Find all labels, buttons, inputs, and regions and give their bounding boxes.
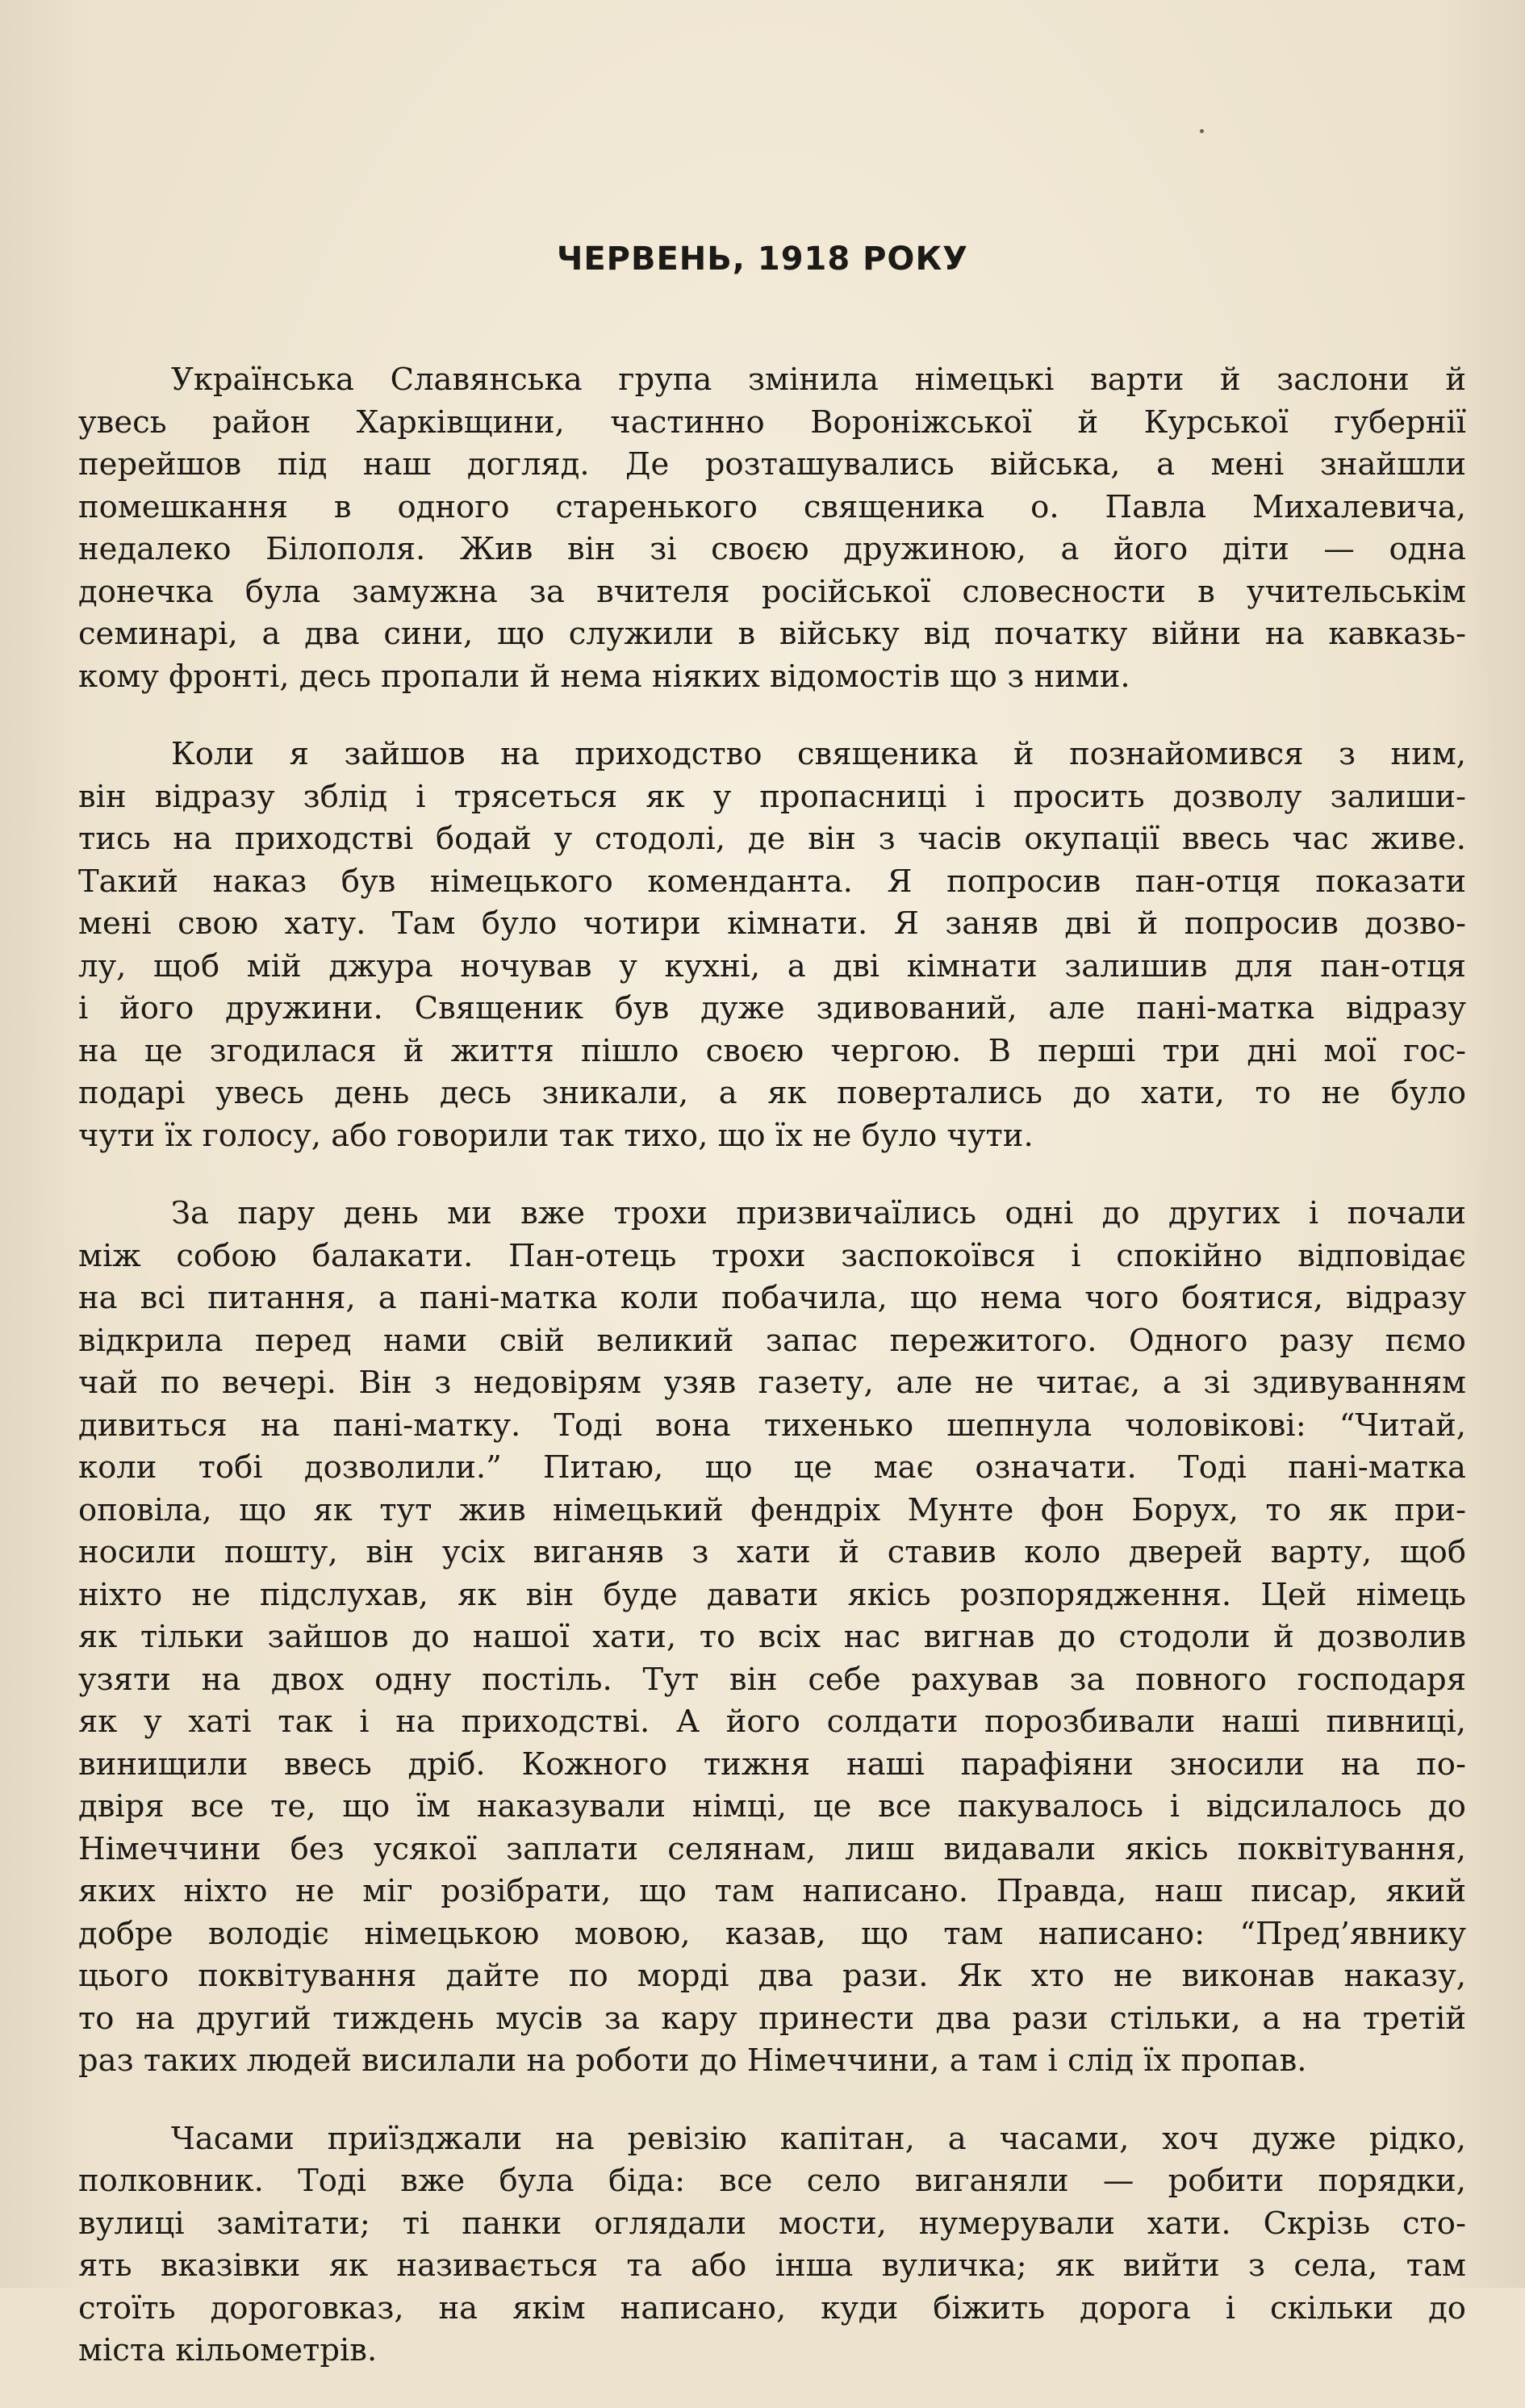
text-line: ніхто не підслухав, як він буде давати якісь розпорядження. Цей німець xyxy=(78,1576,1466,1613)
paragraph xyxy=(78,734,1466,1157)
text-line: дивиться на пані-матку. Тоді вона тихенько шепнула чоловікові: “Читай, xyxy=(78,1407,1466,1444)
paragraph xyxy=(78,2118,1466,2372)
text-line: полковник. Тоді вже була біда: все село виганяли — робити порядки, xyxy=(78,2163,1466,2199)
text-line: недалеко Білополя. Жив він зі своєю дружиною, а його діти — одна xyxy=(78,531,1466,567)
chapter-title: ЧЕРВЕНЬ, 1918 РОКУ xyxy=(557,240,968,278)
text-line: За пару день ми вже трохи призвичаїлись одні до других і почали xyxy=(171,1195,1466,1231)
paragraph xyxy=(78,1193,1466,2083)
text-line: подарі увесь день десь зникали, а як поверталиcь до хати, то не було xyxy=(78,1075,1466,1111)
text-line: як у хаті так і на приходстві. А його солдати порозбивали наші пивниці, xyxy=(78,1704,1466,1740)
text-line: і його дружини. Священик був дуже здивований, але пані-матка відразу xyxy=(78,990,1466,1026)
text-line: увесь район Харківщини, частинно Вороніжської й Курської губернії xyxy=(78,403,1466,441)
text-line: добре володіє німецькою мовою, казав, що там написано: “Пред’явнику xyxy=(78,1915,1466,1952)
text-line: Коли я зайшов на приходство священика й познайомився з ним, xyxy=(171,736,1466,772)
text-line: стоїть дороговказ, на якім написано, куди біжить дорога і скільки до xyxy=(78,2289,1466,2326)
paragraph xyxy=(78,359,1466,698)
text-line: він відразу зблід і трясеться як у пропасниці і просить дозволу залиши- xyxy=(78,778,1466,815)
text-line: лу, щоб мій джура ночував у кухні, а дві кімнати залишив для пан-отця xyxy=(78,947,1466,985)
text-line: Німеччини без усякої заплати селянам, лиш видавали якісь поквітування, xyxy=(78,1830,1466,1867)
text-line: раз таких людей висилали на роботи до Німеччини, а там і слід їх пропав. xyxy=(78,2042,1307,2079)
text-line: Українська Славянська група змінила німецькі варти й заслони й xyxy=(171,362,1466,398)
text-line: перейшов під наш догляд. Де розташувались війська, а мені знайшли xyxy=(78,446,1466,483)
text-line: міста кільометрів. xyxy=(78,2332,378,2368)
text-line: чай по вечері. Він з недовірям узяв газету, але не читає, а зі здивуванням xyxy=(78,1365,1466,1401)
text-line: носили пошту, він усіх виганяв з хати й ставив коло дверей варту, щоб xyxy=(78,1534,1466,1570)
text-line: на всі питання, а пані-матка коли побачила, що нема чого боятися, відразу xyxy=(78,1280,1466,1316)
text-line: то на другий тиждень мусів за кару принести два рази стільки, а на третій xyxy=(78,2000,1466,2037)
text-line: семинарі, а два сини, що служили в війську від початку війни на кавказь- xyxy=(78,616,1466,652)
text-line: винищили ввесь дріб. Кожного тижня наші парафіяни зносили на по- xyxy=(78,1745,1466,1783)
ink-speck xyxy=(1200,129,1204,133)
text-line: двіря все те, що їм наказували німці, це все пакувалось і відсилалось до xyxy=(78,1788,1466,1825)
text-line: відкрила перед нами свій великий запас пережитого. Одного разу пємо xyxy=(78,1322,1466,1359)
text-line: помешкання в одного старенького священика о. Павла Михалевича, xyxy=(78,488,1466,525)
text-line: Такий наказ був німецького коменданта. Я попросив пан-отця показати xyxy=(78,863,1466,900)
text-line: коли тобі дозволили.” Питаю, що це має означати. Тоді пані-матка xyxy=(78,1449,1466,1486)
text-line: ять вказівки як називається та або інша вуличка; як вийти з села, там xyxy=(78,2247,1466,2284)
text-line: чути їх голосу, або говорили так тихо, що їх не було чути. xyxy=(78,1117,1034,1154)
text-line: кому фронті, десь пропали й нема ніяких відомостів що з ними. xyxy=(78,658,1130,695)
text-line: оповіла, що як тут жив німецький фендріх Мунте фон Борух, то як при- xyxy=(78,1491,1466,1528)
text-line: мені свою хату. Там було чотири кімнати. Я заняв дві й попросив дозво- xyxy=(78,905,1466,942)
text-line: донечка була замужна за вчителя російської словесности в учительськім xyxy=(78,573,1466,610)
text-line: між собою балакати. Пан-отець трохи заспокоївся і спокійно відповідає xyxy=(78,1237,1466,1274)
text-line: на це згодилася й життя пішло своєю чергою. В перші три дні мої гос- xyxy=(78,1032,1466,1069)
text-line: цього поквітування дайте по морді два рази. Як хто не виконав наказу, xyxy=(78,1958,1466,1994)
text-line: тись на приходстві бодай у стодолі, де він з часів окупації ввесь час живе. xyxy=(78,821,1466,857)
text-line: вулиці замітати; ті панки оглядали мости, нумерували хати. Скрізь сто- xyxy=(78,2205,1466,2242)
text-line: як тільки зайшов до нашої хати, то всіх нас вигнав до стодоли й дозволив xyxy=(78,1619,1466,1655)
text-line: Часами приїзджали на ревізію капітан, а часами, хоч дуже рідко, xyxy=(171,2120,1466,2157)
text-line: узяти на двох одну постіль. Тут він себе рахував за повного господаря xyxy=(78,1661,1466,1698)
body-text xyxy=(78,359,1466,2408)
text-line: яких ніхто не міг розібрати, що там написано. Правда, наш писар, який xyxy=(78,1873,1466,1909)
